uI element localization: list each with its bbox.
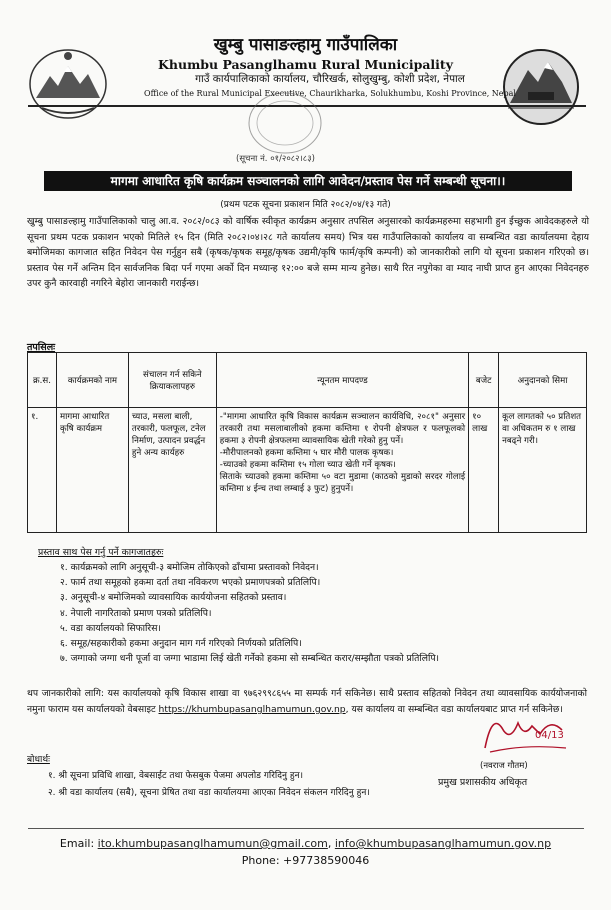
municipality-name-en: Khumbu Pasanglhamu Rural Municipality (158, 57, 453, 72)
cc-item: २. श्री वडा कार्यालय (सबै), सूचना प्रेषित तथा वडा कार्यालयमा आएका निवेदन संकलन गरिदिनु हुन। (48, 788, 370, 798)
website-link[interactable]: https://khumbupasanglhamumun.gov.np (158, 704, 346, 715)
document-item: ३. अनुसूची-४ बमोजिमको व्यावसायिक कार्ययोजना सहितको प्रस्ताव। (60, 592, 287, 604)
notice-intro-paragraph: खुम्बु पासाङल्हामु गाउँपालिकाको चालु आ.व. २०८२/०८३ को वार्षिक स्वीकृत कार्यक्रम अनुसार तपसिल अनुसारको कार्यक्रमहरुमा सहभागी हुन ईच्छुक आवेदकहरुले यो सूचना प्रथम पटक प्रकाशन भएको मितिले १५ दिन (मिति २०८२।०४।२८ गते कार्यालय समय) भित्र यस गाउँपालिकाको कार्यालय वा सम्बन्धित वडा कार्यालयमा देहाय बमोजिमका कागजात सहित निवेदन पेस गर्नुहुन सबै (कृषक/कृषक समूह/कृषक उद्यमी/कृषि फार्म/कृषि कम्पनी) को जानकारीको लागि यो सूचना प्रकाशन गरिएको छ। प्रस्ताव पेस गर्ने अन्तिम दिन सार्वजनिक बिदा पर्न गएमा अर्को दिन मध्यान्ह १२:०० बजे सम्म मान्य हुनेछ। साथै रित नपुगेका वा म्याद नाघी प्राप्त हुन आएका निवेदनहरु उपर कुनै कारवाही नगरिने बेहोरा जानकारी गराईन्छ। (27, 216, 589, 289)
email-link-2[interactable]: info@khumbupasanglhamumun.gov.np (334, 837, 552, 850)
document-item: २. फार्म तथा समूहको हकमा दर्ता तथा नविकरण भएको प्रमाणपत्रको प्रतिलिपि। (60, 577, 321, 589)
email-link-1[interactable]: ito.khumbupasanglhamumun@gmail.com (97, 837, 328, 850)
cell-sn: १. (28, 408, 57, 533)
document-item: ४. नेपाली नागरिताको प्रमाण पत्रको प्रतिलिपि। (60, 607, 212, 619)
cc-item: १. श्री सूचना प्रविधि शाखा, वेबसाईट तथा फेसबुक पेजमा अपलोड गरिदिनु हुन। (48, 771, 304, 781)
required-documents-heading: प्रस्ताव साथ पेस गर्नु पर्ने कागजातहरुः (38, 547, 164, 558)
office-stamp (245, 88, 325, 162)
cell-budget: १० लाख (469, 408, 499, 533)
office-address-np: गाउँ कार्यपालिकाको कार्यालय, चौरिखर्क, सोलुखुम्बु, कोशी प्रदेश, नेपाल (195, 73, 465, 85)
table-header-row (28, 353, 587, 408)
svg-text:04/13: 04/13 (535, 730, 564, 741)
cell-grant: कूल लागतको ५० प्रतिशत वा अधिकतम रु १ लाख नबढ्ने गरी। (499, 408, 587, 533)
notice-title: मागमा आधारित कृषि कार्यक्रम सञ्चालनको लागि आवेदन/प्रस्ताव पेस गर्ने सम्बन्धी सूचना।। (44, 171, 572, 191)
signatory-name: (नवराज गौतम) (480, 761, 528, 771)
document-item: १. कार्यक्रमको लागि अनुसूची-३ बमोजिम तोकिएको ढाँचामा प्रस्तावको निवेदन। (60, 562, 319, 573)
document-item: ६. समूह/सहकारीको हकमा अनुदान माग गर्न गरिएको निर्णयको प्रतिलिपि। (60, 638, 302, 650)
criteria-item: सिताके च्याउको हकमा कम्तिमा ५० वटा मुडामा (काठको मुडाको सरदर गोलाई कम्तिमा ४ ईन्च तथा लम्बाई ३ फुट) हुनुपर्ने। (219, 472, 466, 494)
table-row (28, 408, 587, 533)
col-header-program: कार्यक्रमको नाम (56, 353, 128, 408)
notice-reference-number: (सूचना नं. ०१/२०८२।८३) (236, 154, 315, 164)
office-address-en: Office of the Rural Municipal Executive, Chaurikharka, Solukhumbu, Koshi Province, Nepal (144, 89, 516, 98)
criteria-item: -च्याउको हकमा कम्तिमा १५ गोला च्याउ खेती गर्ने कृषक। (219, 460, 396, 470)
document-item: ७. जग्गाको जग्गा धनी पूर्जा वा जग्गा भाडामा लिई खेती गर्नेको हकमा सो सम्बन्धित करार/सम्झौता पत्रको प्रतिलिपि। (60, 653, 440, 665)
footer-phone: Phone: +97738590046 (241, 854, 370, 867)
program-table (27, 352, 587, 533)
publication-date: (प्रथम पटक सूचना प्रकाशन मिति २०८२/०४/१३ गते) (220, 200, 391, 210)
col-header-budget: बजेट (469, 353, 499, 408)
criteria-item: -मौरीपालनको हकमा कम्तिमा ५ घार मौरी पालक कृषक। (219, 448, 394, 458)
more-info-text: थप जानकारीको लागि: यस कार्यालयको कृषि विकास शाखा वा ९७६२९९८६५५ मा सम्पर्क गर्न सकिनेछ। साथै प्रस्ताव सहितको निवेदन तथा व्यावसायिक कार्ययोजनाको नमुना फाराम यस कार्यालयको वेबसाइट (27, 688, 587, 715)
handwritten-signature (480, 708, 570, 762)
cell-program: मागमा आधारित कृषि कार्यक्रम (56, 408, 128, 533)
footer-email: Email: ito.khumbupasanglhamumun@gmail.com, info@khumbupasanglhamumun.gov.np (59, 837, 552, 850)
col-header-grant: अनुदानको सिमा (499, 353, 587, 408)
criteria-item: -"मागमा आधारित कृषि विकास कार्यक्रम सञ्चालन कार्यविधि, २०८१" अनुसार तरकारी तथा मसलाबालीको हकमा कम्तिमा १ रोपनी क्षेत्रफल र फलफूलको हकमा ३ रोपनी क्षेत्रफलमा व्यावसायिक खेती गरेको हुनु पर्ने। (219, 412, 466, 446)
more-info-text-end: , यस कार्यालय वा सम्बन्धित वडा कार्यालयबाट प्राप्त गर्न सकिनेछ। (345, 704, 563, 715)
document-item: ५. वडा कार्यालयको सिफारिस। (60, 622, 161, 634)
signatory-title: प्रमुख प्रशासकीय अधिकृत (438, 777, 528, 788)
cc-heading: बोधार्थः (27, 755, 50, 765)
col-header-activities: संचालन गर्न सकिने क्रियाकलापहरु (128, 353, 216, 408)
col-header-sn: क्र.स. (28, 353, 57, 408)
table-caption: तपसिलः (27, 342, 56, 353)
cell-criteria (216, 408, 468, 533)
required-documents-list (60, 560, 580, 666)
municipality-name-np: खुम्बु पासाङल्हामु गाउँपालिका (213, 35, 398, 55)
cc-list (48, 768, 468, 802)
email-label: Email: (59, 837, 95, 850)
col-header-criteria: न्यूनतम मापदण्ड (216, 353, 468, 408)
cell-activities: च्याउ, मसला बाली, तरकारी, फलफूल, टनेल निर्माण, उत्पादन प्रवर्द्धन हुने अन्य कार्यहरु (128, 408, 216, 533)
footer-divider (28, 828, 584, 829)
